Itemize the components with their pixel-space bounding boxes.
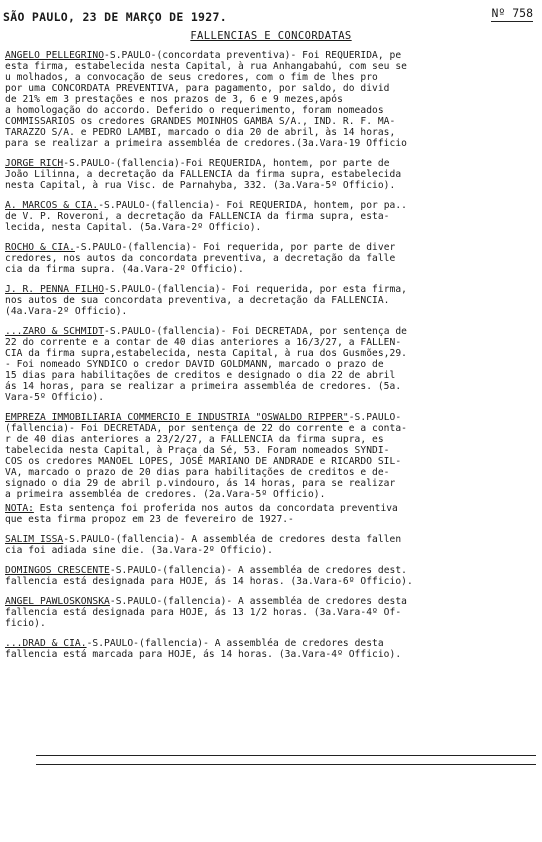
entry-text: -S.PAULO-(fallencia)- Foi requerida, por parte de diver credores, nos autos da concordata preventiva, a decretação da falle cia da firma supra. (4a.Vara-2º Officio). — [5, 242, 396, 275]
entry-text: -S.PAULO-(concordata preventiva)- Foi REQUERIDA, pe esta firma, estabelecida nesta Capital, à rua Anhangabahú, com seu se u molhados, a convocação de seus credores, com o fim de lhes pro por uma CONCORDATA PREVENTIVA, para pagamento, por saldo, do divid de 21% em 3 prestações e nos prazos de 3, 6 e 9 mezes,após a homologação do accordo. Deferido o requerimento, foram nomeados COMMISSARIOS os credores GRANDES MOINHOS GAMBA S/A., IND. R. F. MA- TARAZZO S/A. e PEDRO LAMBI, marcado o dia 20 de abril, às 14 horas, para se realizar a primeira assembléa de credores.(3a.Vara-19 Officio — [5, 50, 407, 149]
entry-angel-pawloskonska — [5, 596, 535, 629]
closing-rule-bottom — [36, 764, 536, 765]
entry-note — [5, 503, 535, 525]
note-text: Esta sentença foi proferida nos autos da concordata preventiva que esta firma propoz em 23 de fevereiro de 1927.- — [5, 503, 398, 525]
entry-heading: ANGELO PELLEGRINO — [5, 50, 105, 61]
entry-text: -S.PAULO-(fallencia)- Foi REQUERIDA, hontem, por pa.. de V. P. Roveroni, a decretação da FALLENCIA da firma supra, esta- lecida, nesta Capital. (5a.Vara-2º Officio). — [5, 200, 407, 233]
entry-angelo-pellegrino — [5, 50, 535, 149]
entry-marcos-cia — [5, 200, 535, 233]
entry-heading: ...DRAD & CIA. — [5, 638, 87, 649]
entry-zaro-schmidt — [5, 326, 535, 403]
entry-text: -S.PAULO-(fallencia)- A assembléa de credores desta fallencia está marcada para HOJE, ás 14 horas. (3a.Vara-4º Officio). — [5, 638, 402, 660]
entry-text: -S.PAULO-(fallencia)- Foi DECRETADA, por sentença de 22 do corrente e a contar de 40 dias anteriores a 16/3/27, a FALLEN- CIA da firma supra,estabelecida, nesta Capital, à rua dos Gusmões,29. - Foi nomeado SYNDICO o credor DAVID GOLDMANN, marcado o prazo de 15 dias para habilitações de creditos e designado o dia 22 de abril ás 14 horas, para se realizar a primeira assembléa de credores. (5a. Vara-5º Officio). — [5, 326, 407, 403]
entry-heading: EMPREZA IMMOBILIARIA COMMERCIO E INDUSTRIA "OSWALDO RIPPER" — [5, 412, 349, 423]
entry-text: -S.PAULO-(fallencia)- A assembléa de credores desta fallencia está designada para HOJE, ás 13 1/2 horas. (3a.Vara-4º Of- ficio). — [5, 596, 407, 629]
entry-text: -S.PAULO-(fallencia)- A assembléa de credores dest. fallencia está designada para HOJE, ás 14 horas. (3a.Vara-6º Officio). — [5, 565, 413, 587]
entry-text: -S.PAULO-(fallencia)-Foi REQUERIDA, hontem, por parte de João Lilinna, a decretação da FALLENCIA da firma supra, estabelecida nesta Capital, à rua Visc. de Parnahyba, 332. (3a.Vara-5º Officio). — [5, 158, 402, 191]
entry-rocho-cia — [5, 242, 535, 275]
entry-heading: SALIM ISSA — [5, 534, 64, 545]
entry-heading: DOMINGOS CRESCENTE — [5, 565, 110, 576]
entries-list — [5, 50, 535, 669]
entry-empreza-immobiliaria — [5, 412, 535, 500]
entry-text: -S.PAULO-(fallencia)- A assembléa de credores desta fallen cia foi adiada sine die. (3a.Vara-2º Officio). — [5, 534, 402, 556]
entry-heading: J. R. PENNA FILHO — [5, 284, 105, 295]
entry-heading: A. MARCOS & CIA. — [5, 200, 99, 211]
entry-heading: JORGE RICH — [5, 158, 64, 169]
entry-text: -S.PAULO- (fallencia)- Foi DECRETADA, por sentença de 22 do corrente e a conta- r de 40 dias anteriores a 23/2/27, a FALLENCIA da firma supra, es tabelecida nesta Capital, à Praça da Sé, 53. Foram nomeados SYNDI- COS os credores MANOEL LOPES, JOSÉ MARIANO DE ANDRADE e RICARDO SIL- VA, marcado o prazo de 20 dias para habilitações de creditos e de- signado o dia 29 de abril p.vindouro, ás 14 horas, para se realizar a primeira assembléa de credores. (2a.Vara-5º Officio). — [5, 412, 407, 500]
entry-heading: ...ZARO & SCHMIDT — [5, 326, 105, 337]
section-title: FALLENCIAS E CONCORDATAS — [190, 30, 352, 42]
bulletin-number: Nº 758 — [491, 6, 533, 20]
page-header — [3, 6, 533, 28]
closing-rule-top — [36, 755, 536, 756]
entry-drad-cia — [5, 638, 535, 660]
entry-domingos-crescente — [5, 565, 535, 587]
note-label: NOTA: — [5, 503, 34, 514]
entry-jorge-rich — [5, 158, 535, 191]
bulletin-date: SÃO PAULO, 23 DE MARÇO DE 1927. — [3, 10, 227, 24]
entry-salim-issa — [5, 534, 535, 556]
entry-heading: ROCHO & CIA. — [5, 242, 75, 253]
entry-penna-filho — [5, 284, 535, 317]
entry-heading: ANGEL PAWLOSKONSKA — [5, 596, 110, 607]
entry-text: -S.PAULO-(fallencia)- Foi requerida, por esta firma, nos autos de sua concordata preventiva, a decretação da FALLENCIA. (4a.Vara-2º Officio). — [5, 284, 407, 317]
